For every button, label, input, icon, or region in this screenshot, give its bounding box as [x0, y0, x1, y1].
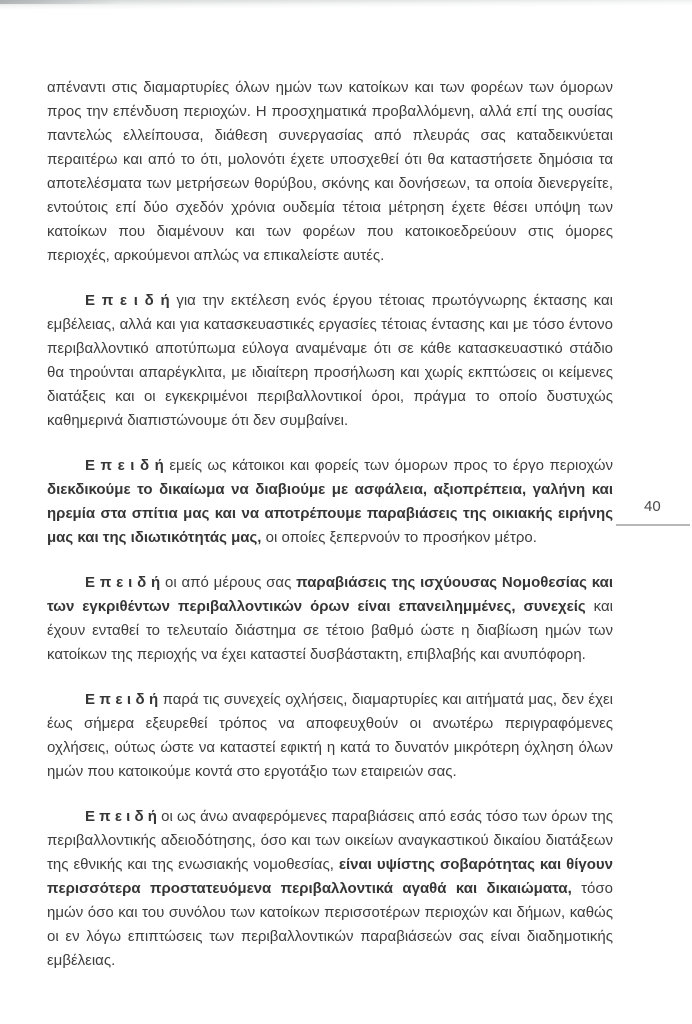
bold-text-segment: Ε π ε ι δ ή	[85, 292, 170, 309]
paragraph	[47, 688, 613, 784]
body-text-segment: οι ως άνω αναφερόμενες παραβιάσεις από εσάς τόσο των όρων της περιβαλλοντικής αδειοδότησης, όσο και των οικείων αναγκαστικού δικαίου διατάξεων της εθνικής και της ενωσιακής νομοθεσίας,	[47, 808, 613, 873]
bold-text-segment: είναι υψίστης σοβαρότητας και θίγουν περισσότερα προστατευόμενα περιβαλλοντικά αγαθά και δικαιώματα,	[47, 856, 613, 897]
body-text-segment: παρά τις συνεχείς οχλήσεις, διαμαρτυρίες και αιτήματά μας, δεν έχει έως σήμερα εξευρεθεί τρόπος να αποφευχθούν οι ανωτέρω περιγραφόμενες οχλήσεις, ούτως ώστε να καταστεί εφικτή η κατά το δυνατόν μικρότερη όχληση όλων ημών που κατοικούμε κοντά στο εργοτάξιο των εταιρειών σας.	[47, 691, 614, 780]
body-text-segment: τόσο ημών όσο και του συνόλου των κατοίκων περισσοτέρων περιοχών και δήμων, καθώς οι εν λόγω επιπτώσεις των περιβαλλοντικών παραβιάσεών σας είναι διαδημοτικής εμβέλειας.	[47, 880, 613, 969]
bold-text-segment: Ε π ε ι δ ή	[85, 691, 159, 708]
body-text-segment: οι οποίες ξεπερνούν το προσήκον μέτρο.	[261, 529, 537, 546]
bold-text-segment: Ε π ε ι δ ή	[85, 574, 161, 591]
paragraph	[47, 805, 613, 973]
bold-text-segment: Ε π ε ι δ ή	[85, 808, 157, 825]
margin-number-text: 40	[644, 498, 661, 515]
paragraph	[47, 76, 613, 268]
document-body	[47, 76, 613, 994]
paragraph	[47, 571, 613, 667]
body-text-segment: και έχουν ενταθεί το τελευταίο διάστημα σε τέτοιο βαθμό ώστε η διαβίωση ημών των κατοίκων της περιοχής να έχει καταστεί δυσβάστακτη, επιβλαβής και ανυπόφορη.	[47, 598, 613, 663]
bold-text-segment: παραβιάσεις της ισχύουσας Νομοθεσίας και των εγκριθέντων περιβαλλοντικών όρων είναι επανειλημμένες, συνεχείς	[47, 574, 614, 615]
bold-text-segment: διεκδικούμε το δικαίωμα να διαβιούμε με ασφάλεια, αξιοπρέπεια, γαλήνη και ηρεμία στα σπίτια μας και να αποτρέπουμε παραβιάσεις της οικιακής ειρήνης μας και της ιδιωτικότητάς μας,	[47, 481, 613, 546]
body-text-segment: απέναντι στις διαμαρτυρίες όλων ημών των κατοίκων και των φορέων των όμορων προς την επένδυση περιοχών. Η προσχηματικά προβαλλόμενη, αλλά επί της ουσίας παντελώς ελλείπουσα, διάθεση συνεργασίας από πλευράς σας καταδεικνύεται περαιτέρω και από το ότι, μολονότι έχετε υποσχεθεί ότι θα καταστήσετε δημόσια τα αποτελέσματα των μετρήσεων θορύβου, σκόνης και δονήσεων, τα οποία διενεργείτε, εντούτοις επί δύο σχεδόν χρόνια ουδεμία τέτοια μέτρηση έχετε θέσει υπόψη των κατοίκων που διαμένουν και των φορέων που κατοικοεδρεύουν στις όμορες περιοχές, αρκούμενοι απλώς να επικαλείστε αυτές.	[47, 79, 613, 264]
page-margin-number	[616, 497, 690, 526]
body-text-segment: οι από μέρους σας	[160, 574, 297, 591]
body-text-segment: εμείς ως κάτοικοι και φορείς των όμορων προς το έργο περιοχών	[163, 457, 613, 474]
body-text-segment: για την εκτέλεση ενός έργου τέτοιας πρωτόγνωρης έκτασης και εμβέλειας, αλλά και για κατασκευαστικές εργασίες τέτοιας έντασης και με τόσο έντονο περιβαλλοντικό αποτύπωμα εύλογα αναμέναμε ότι σε κάθε κατασκευαστικό στάδιο θα τηρούνται απαρέγκλιτα, με ιδιαίτερη προσήλωση και χωρίς εκπτώσεις οι κείμενες διατάξεις και οι εγκεκριμένοι περιβαλλοντικοί όροι, πράγμα το οποίο δυστυχώς καθημερινά διαπιστώνουμε ότι δεν συμβαίνει.	[47, 292, 613, 429]
paragraph	[47, 454, 613, 550]
scan-artifact-corner	[0, 0, 120, 4]
bold-text-segment: Ε π ε ι δ ή	[85, 457, 164, 474]
paragraph	[47, 289, 613, 433]
